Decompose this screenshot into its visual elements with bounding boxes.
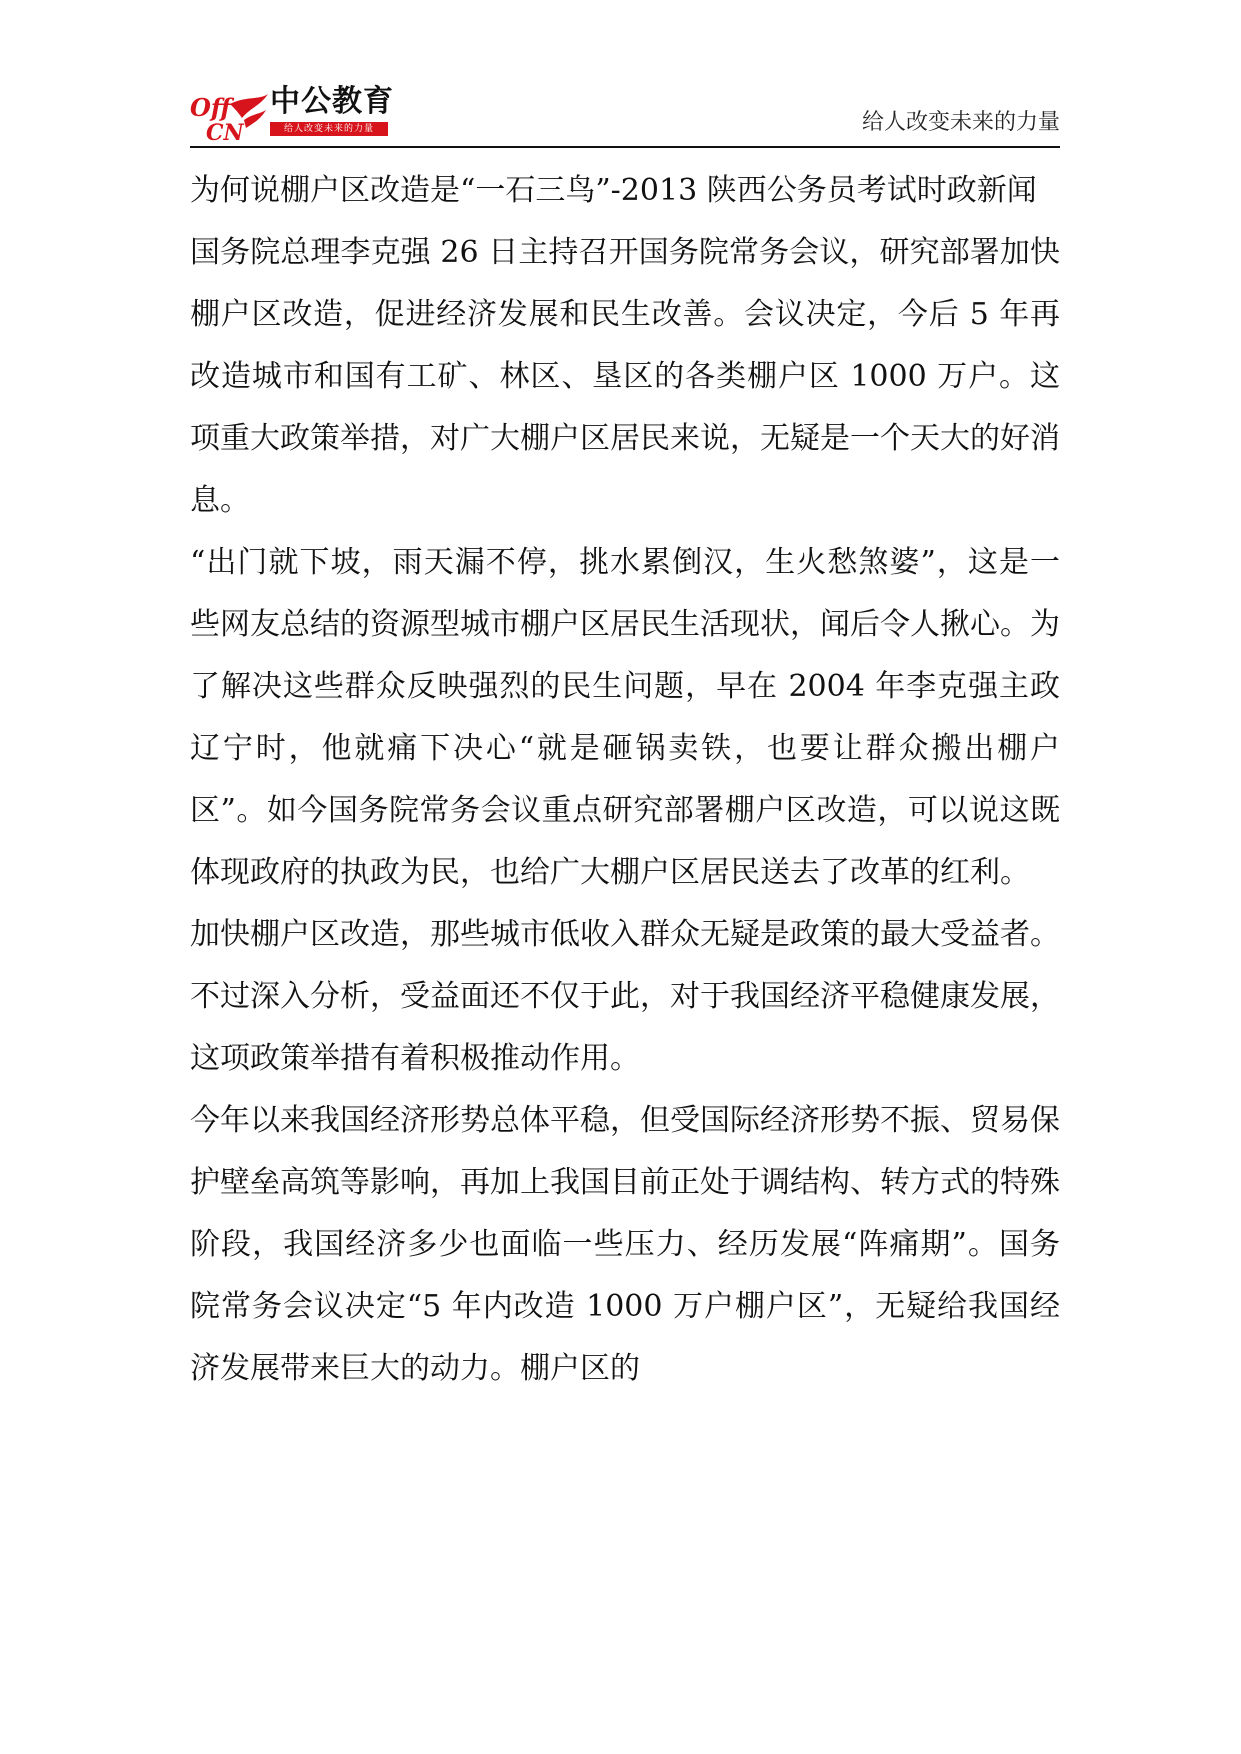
article-body: [190, 160, 1060, 1400]
header-divider: [190, 146, 1060, 148]
offcn-logo-mark-icon: [190, 94, 270, 144]
article-paragraph: 国务院总理李克强 26 日主持召开国务院常务会议，研究部署加快棚户区改造，促进经济发展和民生改善。会议决定，今后 5 年再改造城市和国有工矿、林区、垦区的各类棚户区 1000 万户。这项重大政策举措，对广大棚户区居民来说，无疑是一个天大的好消息。: [190, 235, 1060, 518]
header-slogan: 给人改变未来的力量: [861, 110, 1060, 135]
offcn-logo: [190, 82, 394, 144]
article-paragraph: 今年以来我国经济形势总体平稳，但受国际经济形势不振、贸易保护壁垒高筑等影响，再加上我国目前正处于调结构、转方式的特殊阶段，我国经济多少也面临一些压力、经历发展“阵痛期”。国务院常务会议决定“5 年内改造 1000 万户棚户区”，无疑给我国经济发展带来巨大的动力。棚户区的: [190, 1103, 1060, 1386]
svg-text:Off: Off: [190, 94, 231, 122]
article-title: 为何说棚户区改造是“一石三鸟”-2013 陕西公务员考试时政新闻: [190, 173, 1037, 208]
svg-text:CN: CN: [206, 120, 244, 144]
page-header: [190, 82, 1060, 146]
logo-tagline: 给人改变未来的力量: [270, 122, 388, 136]
article-paragraph: 加快棚户区改造，那些城市低收入群众无疑是政策的最大受益者。不过深入分析，受益面还不仅于此，对于我国经济平稳健康发展，这项政策举措有着积极推动作用。: [190, 917, 1060, 1076]
article-paragraph: “出门就下坡，雨天漏不停，挑水累倒汉，生火愁煞婆”，这是一些网友总结的资源型城市棚户区居民生活现状，闻后令人揪心。为了解决这些群众反映强烈的民生问题，早在 2004 年李克强主政辽宁时，他就痛下决心“就是砸锅卖铁，也要让群众搬出棚户区”。如今国务院常务会议重点研究部署棚户区改造，可以说这既体现政府的执政为民，也给广大棚户区居民送去了改革的红利。: [190, 545, 1060, 890]
logo-brand-text: 中公教育: [270, 84, 394, 119]
